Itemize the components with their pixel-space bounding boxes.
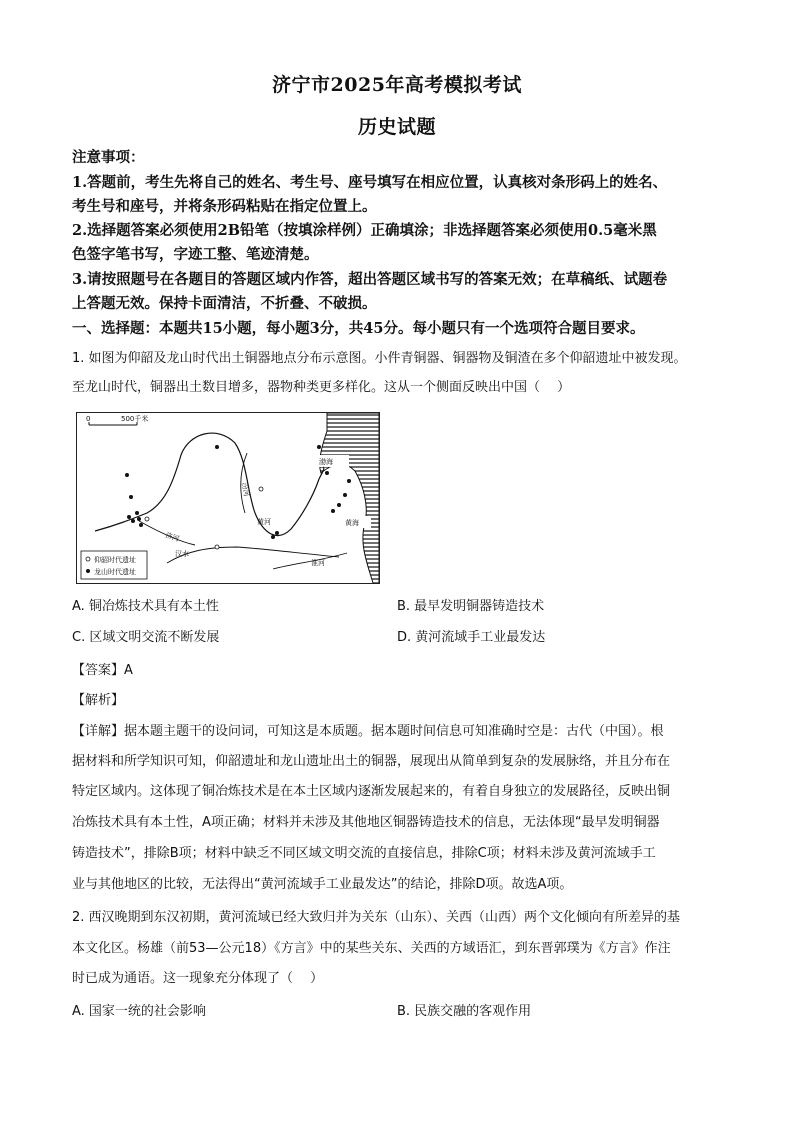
longshan-site <box>135 511 139 515</box>
yellow-river-line <box>95 433 324 535</box>
label-huanghai: 黄海 <box>345 519 359 527</box>
q1-detail-line: 业与其他地区的比较，无法得出“黄河流域手工业最发达”的结论，排除D项。故选A项。 <box>72 877 573 892</box>
label-han-river: 汉水 <box>175 550 189 558</box>
notice-line: 上答题无效。保持卡面清洁，不折叠、不破损。 <box>72 295 377 312</box>
q1-stem-line: 至龙山时代，铜器出土数目增多，器物种类更多样化。这从一个侧面反映出中国（ ） <box>72 380 571 395</box>
q2-option-b[interactable]: B. 民族交融的客观作用 <box>397 1004 532 1019</box>
legend-yangshao-label: 仰韶时代遗址 <box>94 556 136 564</box>
longshan-site <box>325 471 329 475</box>
yangshao-site <box>145 517 149 521</box>
yangshao-site <box>215 545 219 549</box>
label-fen-river: 汾河 <box>240 481 251 498</box>
scale-zero: 0 <box>86 415 91 423</box>
label-bohai: 渤海 <box>319 458 333 466</box>
scale-label: 500千米 <box>121 415 149 423</box>
answer-tag: 【答案】 <box>72 663 125 678</box>
longshan-site <box>331 509 335 513</box>
q1-detail-line: 据材料和所学知识可知，仰韶遗址和龙山遗址出土的铜器，展现出从简单到复杂的发展脉络，并且分布在 <box>72 754 671 769</box>
notice-line: 2.选择题答案必须使用2B铅笔（按填涂样例）正确填涂；非选择题答案必须使用0.5毫米黑 <box>72 222 657 239</box>
legend-yangshao-marker <box>86 557 90 561</box>
longshan-site <box>215 445 219 449</box>
q1-map-figure <box>76 412 380 584</box>
q2-stem-line: 时已成为通语。这一现象充分体现了（ ） <box>72 971 324 986</box>
longshan-site <box>127 515 131 519</box>
longshan-site <box>129 495 133 499</box>
longshan-site <box>137 517 141 521</box>
longshan-site <box>337 503 341 507</box>
q1-analysis-tag: 【解析】 <box>72 693 125 708</box>
longshan-site <box>317 445 321 449</box>
q2-stem-line: 本文化区。杨雄（前53—公元18）《方言》中的某些关东、关西的方域语汇，到东晋郭璞为《方言》作注 <box>72 941 671 956</box>
q1-detail-line: 特定区域内。这体现了铜冶炼技术是在本土区域内逐渐发展起来的，有着自身独立的发展路径，反映出铜 <box>72 784 671 799</box>
longshan-site <box>125 473 129 477</box>
longshan-site <box>343 493 347 497</box>
label-ji-river: 济河 <box>164 531 181 544</box>
exam-title: 济宁市2025年高考模拟考试 <box>272 74 522 96</box>
label-yellow-river: 黄河 <box>257 518 271 526</box>
notice-line: 3.请按照题号在各题目的答题区域内作答，超出答题区域书写的答案无效；在草稿纸、试题卷 <box>72 271 668 288</box>
subject-title: 历史试题 <box>357 116 436 138</box>
longshan-site <box>271 535 275 539</box>
q1-option-c[interactable]: C. 区域文明交流不断发展 <box>72 630 220 645</box>
huai-river-line <box>273 553 347 569</box>
section-heading: 一、选择题：本题共15小题，每小题3分，共45分。每小题只有一个选项符合题目要求。 <box>72 320 645 337</box>
notice-line: 考生号和座号，并将条形码粘贴在指定位置上。 <box>72 198 377 215</box>
label-huai-river: 淮河 <box>311 559 325 567</box>
yangshao-site <box>259 487 263 491</box>
q2-stem-line: 2. 西汉晚期到东汉初期，黄河流域已经大致归并为关东（山东）、关西（山西）两个文化倾向有所差异的基 <box>72 910 681 925</box>
longshan-site <box>275 531 279 535</box>
q1-detail-line: 【详解】据本题主题干的设问词，可知这是本质题。据本题时间信息可知准确时空是：古代（中国）。根 <box>72 724 664 739</box>
longshan-site <box>139 523 143 527</box>
q2-option-a[interactable]: A. 国家一统的社会影响 <box>72 1004 206 1019</box>
notice-heading: 注意事项： <box>72 149 145 166</box>
q1-option-a[interactable]: A. 铜冶炼技术具有本土性 <box>72 599 219 614</box>
q1-detail-line: 铸造技术”，排除B项；材料中缺乏不同区域文明交流的直接信息，排除C项；材料未涉及黄河流域手工 <box>72 846 656 861</box>
legend-longshan-marker <box>86 569 90 573</box>
notice-line: 色签字笔书写，字迹工整、笔迹清楚。 <box>72 246 319 263</box>
map-svg <box>77 413 379 583</box>
q1-detail-line: 冶炼技术具有本土性，A项正确；材料并未涉及其他地区铜器铸造技术的信息，无法体现“最早发明铜器 <box>72 815 660 830</box>
longshan-site <box>347 479 351 483</box>
q1-option-b[interactable]: B. 最早发明铜器铸造技术 <box>397 599 545 614</box>
q1-stem-line: 1. 如图为仰韶及龙山时代出土铜器地点分布示意图。小件青铜器、铜器物及铜渣在多个仰韶遗址中被发现。 <box>72 351 687 366</box>
longshan-site <box>131 519 135 523</box>
answer-value: A <box>124 663 133 678</box>
q1-option-d[interactable]: D. 黄河流域手工业最发达 <box>397 630 546 645</box>
notice-line: 1.答题前，考生先将自己的姓名、考生号、座号填写在相应位置，认真核对条形码上的姓名、 <box>72 174 668 191</box>
q1-answer <box>72 659 732 683</box>
legend-longshan-label: 龙山时代遗址 <box>94 568 136 576</box>
